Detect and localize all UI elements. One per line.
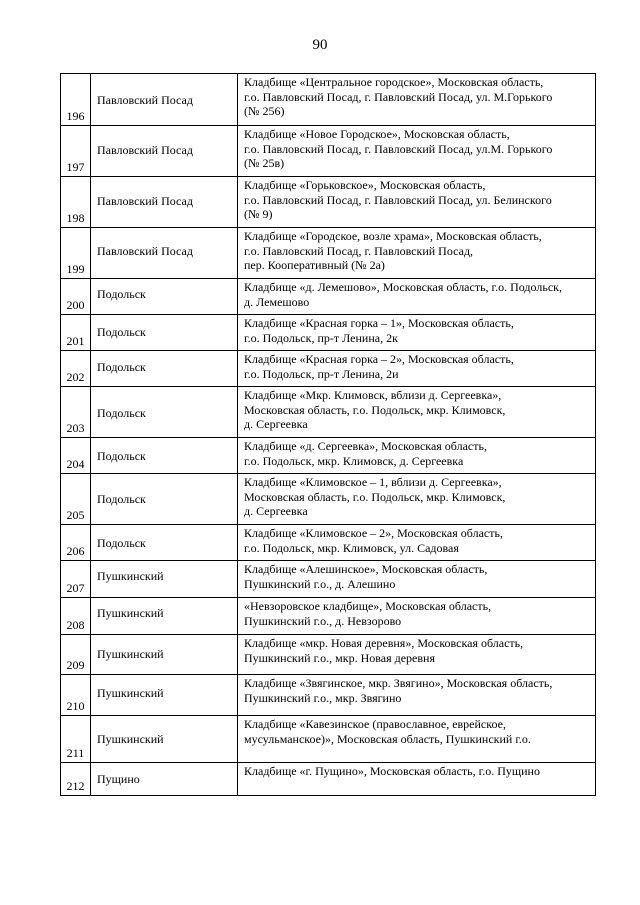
- row-number: 201: [61, 315, 91, 351]
- cemetery-address-cell: [238, 675, 596, 716]
- row-number: 212: [61, 763, 91, 796]
- row-number: 199: [61, 228, 91, 279]
- cemetery-address-cell: [238, 525, 596, 561]
- row-number: 208: [61, 598, 91, 635]
- district-name: Павловский Посад: [97, 143, 193, 157]
- district-name: Пущино: [97, 772, 140, 786]
- cemetery-address-cell: [238, 716, 596, 763]
- district-name: Подольск: [97, 360, 146, 374]
- district-name: Пушкинский: [97, 606, 164, 620]
- address-line: (№ 256): [244, 104, 285, 118]
- district-name: Павловский Посад: [97, 244, 193, 258]
- row-number: 204: [61, 438, 91, 474]
- cemetery-table: [60, 73, 596, 796]
- address-line: Кладбище «Звягинское, мкр. Звягино», Московская область,: [244, 676, 553, 690]
- cemetery-address-cell: [238, 126, 596, 177]
- table-row: [61, 438, 596, 474]
- cemetery-address-cell: [238, 351, 596, 387]
- table-row: [61, 315, 596, 351]
- district-cell: [91, 351, 238, 387]
- address-line: Московская область, г.о. Подольск, мкр. Климовск,: [244, 402, 506, 417]
- district-name: Подольск: [97, 449, 146, 463]
- cemetery-address-cell: [238, 74, 596, 126]
- district-name: Павловский Посад: [97, 93, 193, 107]
- address-line: Кладбище «Городское, возле храма», Московская область,: [244, 229, 542, 243]
- address-line: г.о. Подольск, пр-т Ленина, 2к: [244, 330, 398, 345]
- address-line: г.о. Подольск, пр-т Ленина, 2и: [244, 366, 399, 381]
- cemetery-address-cell: [238, 438, 596, 474]
- district-name: Пушкинский: [97, 569, 164, 583]
- table-row: [61, 716, 596, 763]
- district-name: Подольск: [97, 406, 146, 420]
- district-name: Подольск: [97, 536, 146, 550]
- page-number: 90: [312, 37, 328, 53]
- address-line: д. Лемешово: [244, 294, 310, 309]
- district-cell: [91, 474, 238, 525]
- district-cell: [91, 598, 238, 635]
- address-line: Кладбище «Климовское – 1, вблизи д. Сергеевка»,: [244, 475, 502, 489]
- table-row: [61, 598, 596, 635]
- address-line: д. Сергеевка: [244, 417, 308, 431]
- cemetery-address-cell: [238, 279, 596, 315]
- address-line: г.о. Павловский Посад, г. Павловский Посад, ул.М. Горького: [244, 141, 553, 156]
- address-line: Кладбище «Горьковское», Московская область,: [244, 178, 486, 192]
- address-line: г.о. Павловский Посад, г. Павловский Посад, ул. М.Горького: [244, 89, 553, 104]
- cemetery-address-cell: [238, 474, 596, 525]
- address-line: «Невзоровское кладбище», Московская область,: [244, 599, 492, 613]
- table-row: [61, 177, 596, 228]
- row-number: 211: [61, 716, 91, 763]
- table-row: [61, 561, 596, 598]
- district-cell: [91, 126, 238, 177]
- address-line: д. Сергеевка: [244, 504, 308, 518]
- row-number: 209: [61, 635, 91, 675]
- row-number: 206: [61, 525, 91, 561]
- address-line: Московская область, г.о. Подольск, мкр. Климовск,: [244, 489, 506, 504]
- row-number: 200: [61, 279, 91, 315]
- address-line: Кладбище «г. Пущино», Московская область, г.о. Пущино: [244, 764, 540, 778]
- district-cell: [91, 279, 238, 315]
- cemetery-address-cell: [238, 177, 596, 228]
- address-line: г.о. Павловский Посад, г. Павловский Посад, ул. Белинского: [244, 192, 552, 207]
- district-cell: [91, 716, 238, 763]
- district-cell: [91, 387, 238, 438]
- address-line: Пушкинский г.о., мкр. Новая деревня: [244, 650, 435, 665]
- district-cell: [91, 438, 238, 474]
- row-number: 207: [61, 561, 91, 598]
- address-line: Кладбище «Новое Городское», Московская область,: [244, 127, 510, 141]
- address-line: (№ 25в): [244, 156, 285, 170]
- address-line: Пушкинский г.о., мкр. Звягино: [244, 690, 402, 705]
- address-line: пер. Кооперативный (№ 2а): [244, 258, 385, 272]
- district-name: Павловский Посад: [97, 194, 193, 208]
- address-line: Кладбище «Кавезинское (православное, еврейское,: [244, 717, 506, 731]
- table-row: [61, 74, 596, 126]
- district-cell: [91, 74, 238, 126]
- district-cell: [91, 561, 238, 598]
- district-name: Пушкинский: [97, 732, 164, 746]
- district-cell: [91, 228, 238, 279]
- cemetery-address-cell: [238, 387, 596, 438]
- table-body: [61, 74, 596, 796]
- address-line: Пушкинский г.о., д. Невзорово: [244, 613, 402, 628]
- address-line: Кладбище «Мкр. Климовск, вблизи д. Сергеевка»,: [244, 388, 502, 402]
- table-row: [61, 126, 596, 177]
- address-line: мусульманское)», Московская область, Пушкинский г.о.: [244, 731, 531, 746]
- row-number: 205: [61, 474, 91, 525]
- cemetery-address-cell: [238, 635, 596, 675]
- row-number: 197: [61, 126, 91, 177]
- district-name: Подольск: [97, 325, 146, 339]
- cemetery-address-cell: [238, 763, 596, 796]
- table-row: [61, 279, 596, 315]
- row-number: 196: [61, 74, 91, 126]
- district-cell: [91, 177, 238, 228]
- table-row: [61, 635, 596, 675]
- cemetery-address-cell: [238, 598, 596, 635]
- table-row: [61, 228, 596, 279]
- table-row: [61, 525, 596, 561]
- table-row: [61, 387, 596, 438]
- district-cell: [91, 525, 238, 561]
- row-number: 210: [61, 675, 91, 716]
- address-line: Пушкинский г.о., д. Алешино: [244, 576, 396, 591]
- cemetery-address-cell: [238, 228, 596, 279]
- address-line: (№ 9): [244, 207, 273, 221]
- address-line: Кладбище «Климовское – 2», Московская область,: [244, 526, 503, 540]
- address-line: Кладбище «Красная горка – 1», Московская область,: [244, 316, 514, 330]
- district-cell: [91, 763, 238, 796]
- district-name: Подольск: [97, 492, 146, 506]
- address-line: Кладбище «мкр. Новая деревня», Московская область,: [244, 636, 524, 650]
- address-line: г.о. Павловский Посад, г. Павловский Посад,: [244, 243, 474, 258]
- row-number: 202: [61, 351, 91, 387]
- table-row: [61, 351, 596, 387]
- table-row: [61, 474, 596, 525]
- address-line: Кладбище «д. Сергеевка», Московская область,: [244, 439, 487, 453]
- address-line: Кладбище «д. Лемешово», Московская область, г.о. Подольск,: [244, 280, 562, 294]
- district-name: Подольск: [97, 287, 146, 301]
- row-number: 203: [61, 387, 91, 438]
- address-line: Кладбище «Алешинское», Московская область,: [244, 562, 488, 576]
- district-cell: [91, 635, 238, 675]
- district-cell: [91, 675, 238, 716]
- address-line: г.о. Подольск, мкр. Климовск, д. Сергеевка: [244, 453, 464, 468]
- district-name: Пушкинский: [97, 647, 164, 661]
- table-row: [61, 763, 596, 796]
- address-line: г.о. Подольск, мкр. Климовск, ул. Садовая: [244, 540, 459, 555]
- table-row: [61, 675, 596, 716]
- row-number: 198: [61, 177, 91, 228]
- district-name: Пушкинский: [97, 686, 164, 700]
- district-cell: [91, 315, 238, 351]
- cemetery-address-cell: [238, 315, 596, 351]
- address-line: Кладбище «Красная горка – 2», Московская область,: [244, 352, 514, 366]
- cemetery-address-cell: [238, 561, 596, 598]
- address-line: Кладбище «Центральное городское», Московская область,: [244, 75, 544, 89]
